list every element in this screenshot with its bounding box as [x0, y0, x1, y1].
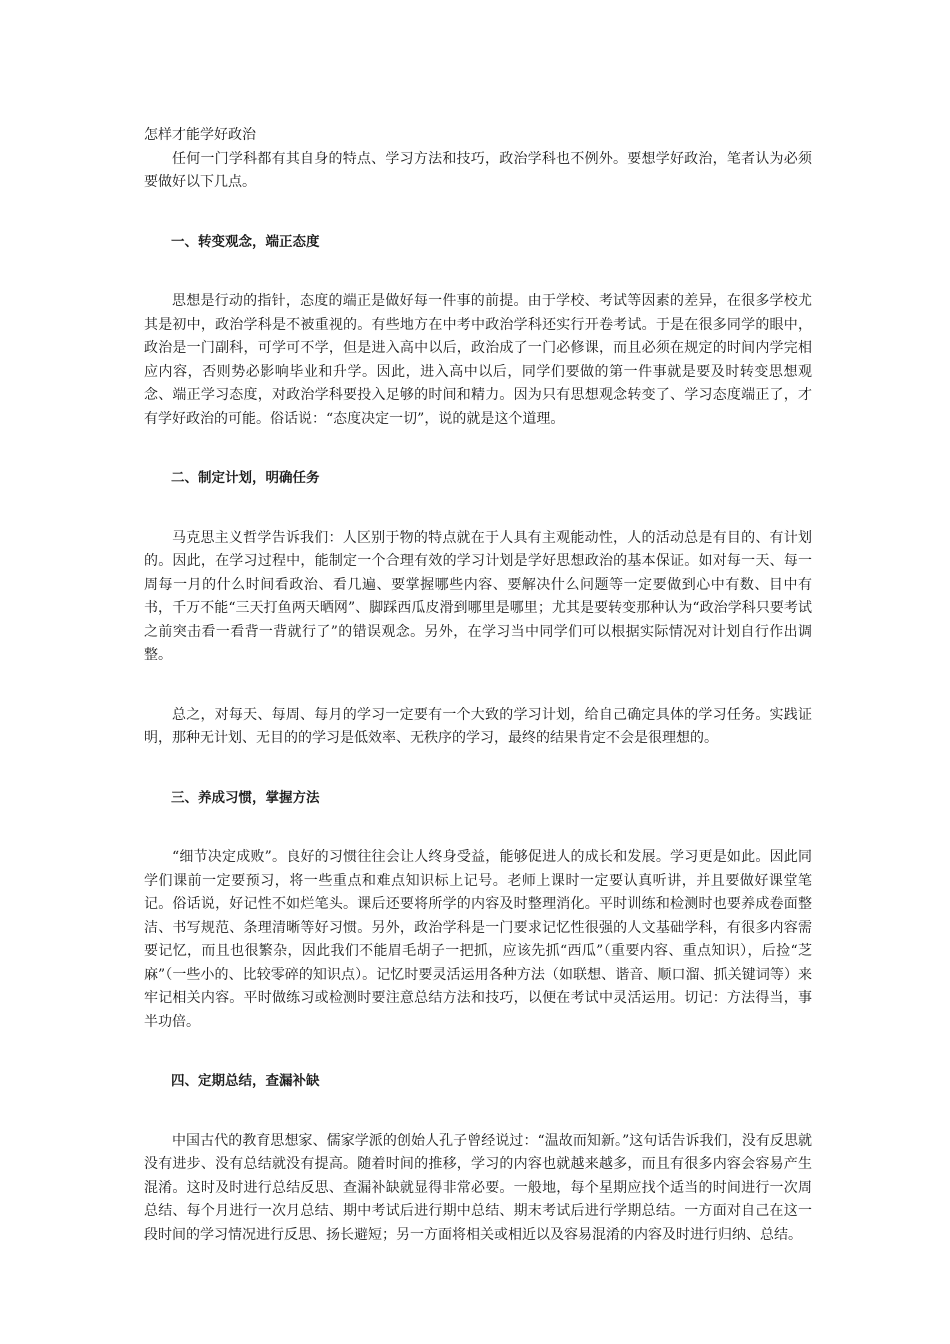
body-paragraph: “细节决定成败”。良好的习惯往往会让人终身受益，能够促进人的成长和发展。学习更是如此。因此同学们课前一定要预习，将一些重点和难点知识标上记号。老师上课时一定要认真听讲，并且要做好课堂笔记。俗话说，好记性不如烂笔头。课后还要将所学的内容及时整理消化。平时训练和检测时也要养成卷面整洁、书写规范、条理清晰等好习惯。另外，政治学科是一门要求记忆性很强的人文基础学科，有很多内容需要记忆，而且也很繁杂，因此我们不能眉毛胡子一把抓，应该先抓“西瓜”（重要内容、重点知识），后捡“芝麻”（一些小的、比较零碎的知识点）。记忆时要灵活运用各种方法（如联想、谐音、顺口溜、抓关键词等）来牢记相关内容。平时做练习或检测时要注意总结方法和技巧，以便在考试中灵活运用。切记：方法得当，事半功倍。 — [144, 849, 812, 1030]
section-heading: 二、制定计划，明确任务 — [171, 470, 320, 486]
section-4 — [144, 1070, 812, 1247]
body-paragraph: 中国古代的教育思想家、儒家学派的创始人孔子曾经说过：“温故而知新。”这句话告诉我们，没有反思就没有进步、没有总结就没有提高。随着时间的推移，学习的内容也就越来越多，而且有很多内容会容易产生混淆。这时及时进行总结反思、查漏补缺就显得非常必要。一般地，每个星期应找个适当的时间进行一次周总结、每个月进行一次月总结、期中考试后进行期中总结、期末考试后进行学期总结。一方面对自己在这一段时间的学习情况进行反思、扬长避短；另一方面将相关或相近以及容易混淆的内容及时进行归纳、总结。 — [144, 1132, 812, 1243]
section-heading: 四、定期总结，查漏补缺 — [171, 1073, 320, 1089]
document-page — [144, 124, 812, 1247]
body-paragraph: 马克思主义哲学告诉我们：人区别于物的特点就在于人具有主观能动性，人的活动总是有目的、有计划的。因此，在学习过程中，能制定一个合理有效的学习计划是学好思想政治的基本保证。如对每一天、每一周每一月的什么时间看政治、看几遍、要掌握哪些内容、要解决什么问题等一定要做到心中有数、目中有书，千万不能“三天打鱼两天晒网”、脚踩西瓜皮滑到哪里是哪里；尤其是要转变那种认为“政治学科只要考试之前突击看一看背一背就行了”的错误观念。另外，在学习当中同学们可以根据实际情况对计划自行作出调整。 — [144, 529, 812, 663]
document-title: 怎样才能学好政治 — [144, 127, 256, 143]
section-heading: 一、转变观念，端正态度 — [171, 233, 320, 250]
body-paragraph: 思想是行动的指针，态度的端正是做好每一件事的前提。由于学校、考试等因素的差异，在很多学校尤其是初中，政治学科是不被重视的。有些地方在中考中政治学科还实行开卷考试。于是在很多同学的眼中，政治是一门副科，可学可不学，但是进入高中以后，政治成了一门必修课，而且必须在规定的时间内学完相应内容，否则势必影响毕业和升学。因此，进入高中以后，同学们要做的第一件事就是要及时转变思想观念、端正学习态度，对政治学科要投入足够的时间和精力。因为只有思想观念转变了、学习态度端正了，才有学好政治的可能。俗话说：“态度决定一切”，说的就是这个道理。 — [144, 293, 812, 427]
body-paragraph: 总之，对每天、每周、每月的学习一定要有一个大致的学习计划，给自己确定具体的学习任务。实践证明，那种无计划、无目的的学习是低效率、无秩序的学习，最终的结果肯定不会是很理想的。 — [144, 706, 812, 746]
intro-paragraph: 任何一门学科都有其自身的特点、学习方法和技巧，政治学科也不例外。要想学好政治，笔者认为必须要做好以下几点。 — [144, 150, 812, 190]
section-1 — [144, 231, 812, 432]
section-3 — [144, 787, 812, 1035]
section-heading: 三、养成习惯，掌握方法 — [171, 789, 320, 806]
section-2 — [144, 467, 812, 751]
